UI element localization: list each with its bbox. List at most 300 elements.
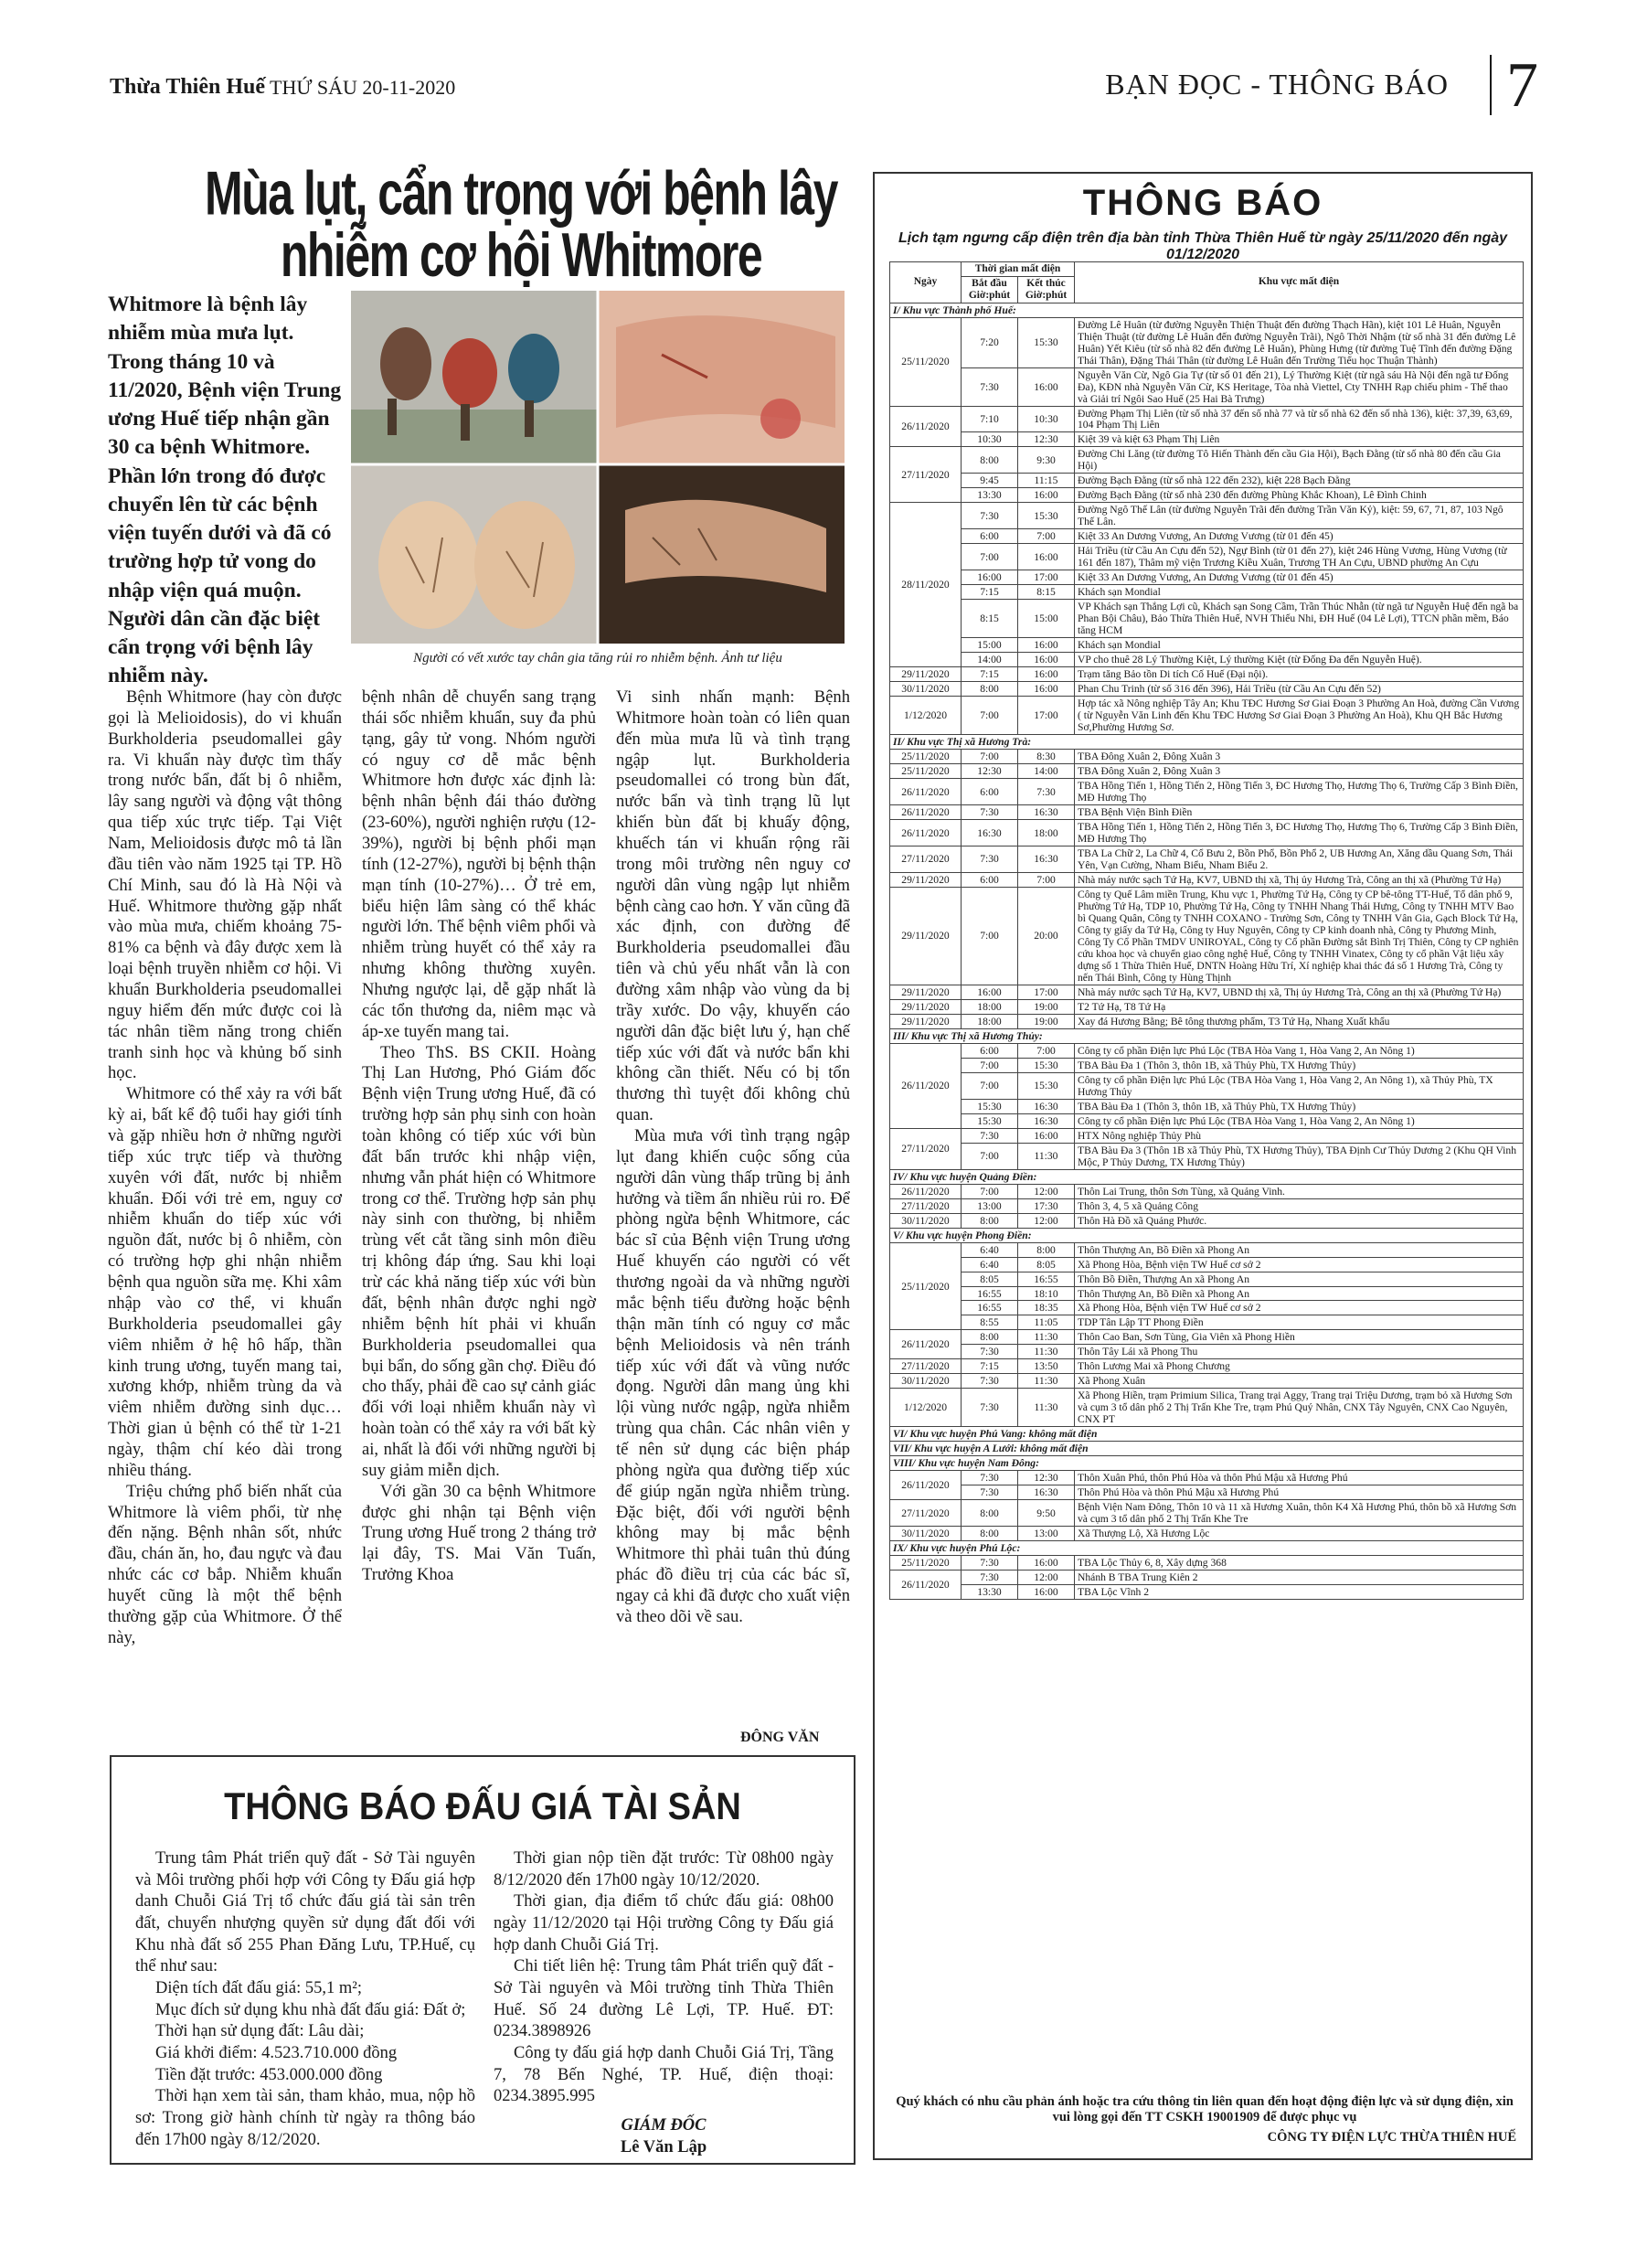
table-row (890, 1113, 1524, 1128)
cell-area: Đường Lê Huân (từ đường Nguyễn Thiện Thuật đến đường Thạch Hãn), kiệt 101 Lê Huân, Nguyễn Thiện Thuật (từ đường Lê Huân đến đường Nguyễn Trãi), Ngô Thời Nhậm (từ số nhà 31 đến đường Lê Huân) Yết Kiêu (từ số nhà 82 đến đường Lê Huân), Phùng Hưng (từ đường Tuệ Tĩnh đến đường Đặng Thái Thân), Đặng Thái Thân (từ đường Lê Huân đến Trường Tiểu học Thuận Thành) (1075, 317, 1524, 367)
cell-area: Xã Phong Hòa, Bệnh viện TW Huế cơ sở 2 (1075, 1301, 1524, 1315)
cell-area: TBA Đông Xuân 2, Đông Xuân 3 (1075, 750, 1524, 764)
cell-date: 25/11/2020 (890, 1242, 962, 1330)
paragraph: Thời gian, địa điểm tổ chức đấu giá: 08h00 ngày 11/12/2020 tại Hội trường Công ty Đấu giá hợp danh Chuỗi Giá Trị. (494, 1892, 834, 1954)
cell-end: 12:30 (1018, 1471, 1075, 1485)
cell-area: TBA Bàu Đa 1 (Thôn 3, thôn 1B, xã Thủy Phù, TX Hương Thủy) (1075, 1099, 1524, 1113)
cell-end: 15:30 (1018, 1072, 1075, 1099)
cell-start: 7:30 (962, 1485, 1018, 1500)
cell-start: 7:00 (962, 1058, 1018, 1072)
issue-date: THỨ SÁU 20-11-2020 (270, 76, 456, 99)
table-row (890, 317, 1524, 367)
table-row (890, 1527, 1524, 1541)
region-row (890, 303, 1524, 317)
cell-area: Thôn Thượng An, Bồ Điền xã Phong An (1075, 1286, 1524, 1301)
cell-end: 11:30 (1018, 1345, 1075, 1359)
cell-end: 8:30 (1018, 750, 1075, 764)
cell-area: TDP Tân Lập TT Phong Điền (1075, 1315, 1524, 1330)
cell-area: Thôn Lai Trung, thôn Sơn Tùng, xã Quảng Vinh. (1075, 1184, 1524, 1198)
cell-area: Thôn Bồ Điền, Thượng An xã Phong An (1075, 1272, 1524, 1286)
paragraph: Vi sinh nhấn mạnh: Bệnh Whitmore hoàn toàn có liên quan đến mùa mưa lũ và tình trạng ngập lụt. Burkholderia pseudomallei có trong bùn đất, nước bẩn và tình trạng lũ lụt khiến bùn đất bị khuấy động, khuếch tán vi khuẩn rộng rãi trong môi trường nên nguy cơ người dân vùng ngập lụt nhiễm bệnh càng cao hơn. Y văn cũng đã xác định, con đường để Burkholderia pseudomallei đầu tiên và chủ yếu nhất vẫn là con đường xâm nhập vào vùng da bị trầy xước. Do vậy, khuyến cáo người dân đặc biệt lưu ý, hạn chế tiếp xúc với đất và nước bẩn khi không cần thiết. Nếu có bị tổn thương thì tuyệt đối không chủ quan. (616, 687, 850, 1125)
table-row (890, 667, 1524, 682)
region-label: V/ Khu vực huyện Phong Điền: (890, 1228, 1524, 1242)
signature-name: Lê Văn Lập (620, 2137, 707, 2156)
cell-start: 8:00 (962, 1330, 1018, 1345)
cell-end: 10:30 (1018, 406, 1075, 432)
table-row (890, 1301, 1524, 1315)
cell-area: TBA Bệnh Viện Bình Điền (1075, 805, 1524, 820)
paragraph: Giá khởi điểm: 4.523.710.000 đồng (155, 2044, 398, 2063)
cell-start: 6:00 (962, 872, 1018, 887)
header-time: Thời gian mất điện (962, 262, 1075, 277)
article-column-1 (108, 687, 342, 1649)
region-row (890, 1456, 1524, 1471)
table-row (890, 1500, 1524, 1527)
cell-start: 7:30 (962, 1389, 1018, 1427)
cell-start: 16:55 (962, 1301, 1018, 1315)
cell-end: 11:15 (1018, 474, 1075, 488)
cell-area: Nguyễn Văn Cừ, Ngô Gia Tự (từ số 01 đến 21), Lý Thường Kiệt (từ ngã sáu Hà Nội đến ngã tư Đống Đa), KĐN nhà Nguyễn Văn Cừ, KS Heritage, Tòa nhà Viettel, Cty TNHH Rạp chiếu phim - Thể thao và Giải trí Ngôi Sao Huế (25 Hai Bà Trưng) (1075, 367, 1524, 406)
cell-date: 26/11/2020 (890, 805, 962, 820)
notice-title: THÔNG BÁO (1082, 183, 1323, 223)
cell-area: TBA Đông Xuân 2, Đông Xuân 3 (1075, 764, 1524, 779)
cell-area: Xã Thượng Lộ, Xã Hương Lộc (1075, 1527, 1524, 1541)
cell-date: 27/11/2020 (890, 847, 962, 873)
cell-end: 16:00 (1018, 667, 1075, 682)
cell-end: 16:00 (1018, 653, 1075, 667)
cell-start: 7:30 (962, 1374, 1018, 1389)
cell-start: 8:00 (962, 1213, 1018, 1228)
cell-end: 12:00 (1018, 1571, 1075, 1585)
cell-date: 29/11/2020 (890, 872, 962, 887)
table-row (890, 1585, 1524, 1600)
table-row (890, 503, 1524, 529)
outage-table (889, 261, 1524, 1600)
cell-end: 20:00 (1018, 887, 1075, 985)
cell-end: 15:30 (1018, 503, 1075, 529)
cell-start: 7:00 (962, 887, 1018, 985)
paragraph: Thời hạn xem tài sản, tham khảo, mua, nộp hồ sơ: Trong giờ hành chính từ ngày ra thông báo đến 17h00 ngày 8/12/2020. (135, 2087, 475, 2149)
cell-area: Thôn Phú Hòa và thôn Phú Mậu xã Hương Phú (1075, 1485, 1524, 1500)
cell-area: Bệnh Viện Nam Đông, Thôn 10 và 11 xã Hương Xuân, thôn K4 Xã Hương Phú, thôn bồ xã Hương Sơn và cụm 3 tổ dân phố 2 Thị Trấn Khe Tre (1075, 1500, 1524, 1527)
cell-date: 1/12/2020 (890, 1389, 962, 1427)
cell-end: 11:05 (1018, 1315, 1075, 1330)
power-outage-notice (873, 172, 1533, 2160)
cell-area: Đường Bạch Đằng (từ số nhà 122 đến 232), kiệt 228 Bạch Đằng (1075, 474, 1524, 488)
table-row (890, 585, 1524, 600)
cell-start: 18:00 (962, 1014, 1018, 1028)
table-row (890, 847, 1524, 873)
cell-area: Thôn Lương Mai xã Phong Chương (1075, 1359, 1524, 1374)
paragraph: Theo ThS. BS CKII. Hoàng Thị Lan Hương, Phó Giám đốc Bệnh viện Trung ương Huế, đã có trường hợp sản phụ sinh con hoàn toàn không có tiếp xúc với bùn đất bẩn trước khi nhập viện, nhưng vẫn phát hiện có Whitmore trong cơ thể. Trường hợp sản phụ này sinh con thường, bị nhiễm trùng vết cắt tầng sinh môn điều trị không đáp ứng. Sau khi loại trừ các khả năng tiếp xúc với bùn đất, bệnh nhân được nghi ngờ nhiễm bệnh hít phải vi khuẩn Burkholderia pseudomallei qua bụi bẩn, do sống gần chợ. Điều đó cho thấy, phải đề cao sự cảnh giác đối với loại nhiễm khuẩn này vì hoàn toàn có thể xảy ra với bất kỳ ai, nhất là đối với những người bị suy giảm miễn dịch. (362, 1042, 596, 1480)
cell-start: 14:00 (962, 653, 1018, 667)
cell-area: VP cho thuê 28 Lý Thường Kiệt, Lý thường Kiệt (từ Đống Đa đến Nguyễn Huệ). (1075, 653, 1524, 667)
table-row (890, 682, 1524, 697)
cell-start: 7:00 (962, 1143, 1018, 1169)
cell-area: Thôn Thượng An, Bồ Điền xã Phong An (1075, 1242, 1524, 1257)
cell-end: 16:30 (1018, 847, 1075, 873)
cell-area: Khách sạn Mondial (1075, 638, 1524, 653)
table-row (890, 1014, 1524, 1028)
table-row (890, 474, 1524, 488)
table-row (890, 600, 1524, 638)
table-row (890, 805, 1524, 820)
region-label: I/ Khu vực Thành phố Huế: (890, 303, 1524, 317)
cell-date: 27/11/2020 (890, 1500, 962, 1527)
cell-start: 13:30 (962, 488, 1018, 503)
cell-area: TBA La Chữ 2, La Chữ 4, Cổ Bưu 2, Bồn Phổ, Bồn Phổ 2, UB Hương An, Xăng dầu Quang Sơn, Thái Yên, Vạn Cường, Nham Biểu, Nham Biểu 2. (1075, 847, 1524, 873)
auction-title: THÔNG BÁO ĐẤU GIÁ TÀI SẢN (224, 1785, 741, 1829)
cell-date: 29/11/2020 (890, 999, 962, 1014)
cell-start: 18:00 (962, 999, 1018, 1014)
cell-end: 8:15 (1018, 585, 1075, 600)
table-row (890, 406, 1524, 432)
cell-start: 16:00 (962, 985, 1018, 999)
cell-start: 6:00 (962, 1043, 1018, 1058)
cell-area: TBA Lộc Vĩnh 2 (1075, 1585, 1524, 1600)
paragraph: Thời hạn sử dụng đất: Lâu dài; (155, 2022, 365, 2041)
cell-end: 16:00 (1018, 1585, 1075, 1600)
auction-notice (110, 1755, 855, 2165)
cell-date: 26/11/2020 (890, 1571, 962, 1600)
cell-start: 15:30 (962, 1099, 1018, 1113)
paragraph: Trung tâm Phát triển quỹ đất - Sở Tài nguyên và Môi trường phối hợp với Công ty Đấu giá hợp danh Chuỗi Giá Trị tổ chức đấu giá tài sản trên đất, chuyển nhượng quyền sử dụng đất đối với Khu nhà đất số 255 Phan Đăng Lưu, TP.Huế, cụ thể như sau: (135, 1849, 475, 1976)
table-row (890, 638, 1524, 653)
table-row (890, 1128, 1524, 1143)
cell-date: 25/11/2020 (890, 317, 962, 406)
cell-end: 18:00 (1018, 820, 1075, 847)
cell-end: 16:00 (1018, 1128, 1075, 1143)
table-row (890, 1043, 1524, 1058)
cell-area: Nhà máy nước sạch Tứ Hạ, KV7, UBND thị xã, Thị ủy Hương Trà, Công an thị xã (Phường Tứ Hạ) (1075, 872, 1524, 887)
table-row (890, 1242, 1524, 1257)
cell-date: 26/11/2020 (890, 1184, 962, 1198)
cell-end: 8:00 (1018, 1242, 1075, 1257)
masthead (110, 50, 1538, 121)
cell-end: 11:30 (1018, 1330, 1075, 1345)
cell-area: TBA Hồng Tiến 1, Hồng Tiến 2, Hồng Tiến 3, ĐC Hương Thọ, Hương Thọ 6, Trường Cấp 3 Bình Điền, MĐ Hương Thọ (1075, 820, 1524, 847)
cell-start: 7:00 (962, 544, 1018, 570)
cell-date: 26/11/2020 (890, 1330, 962, 1359)
cell-end: 18:35 (1018, 1301, 1075, 1315)
region-row (890, 735, 1524, 750)
article-photo (351, 291, 845, 644)
cell-area: Xã Phong Xuân (1075, 1374, 1524, 1389)
cell-end: 17:00 (1018, 570, 1075, 585)
header-date: Ngày (890, 262, 962, 303)
cell-area: Thôn Tây Lái xã Phong Thu (1075, 1345, 1524, 1359)
cell-area: HTX Nông nghiệp Thủy Phù (1075, 1128, 1524, 1143)
cell-start: 7:00 (962, 1184, 1018, 1198)
outage-table-body (890, 303, 1524, 1600)
cell-date: 25/11/2020 (890, 764, 962, 779)
table-row (890, 1143, 1524, 1169)
cell-end: 11:30 (1018, 1389, 1075, 1427)
auction-signature (494, 2115, 834, 2158)
cell-date: 26/11/2020 (890, 820, 962, 847)
cell-end: 16:00 (1018, 1556, 1075, 1571)
auction-column-1 (135, 1848, 475, 2151)
cell-area: Công ty cổ phần Điện lực Phú Lộc (TBA Hòa Vang 1, Hòa Vang 2, An Nông 1) (1075, 1113, 1524, 1128)
region-row (890, 1427, 1524, 1442)
signature-title: GIÁM ĐỐC (621, 2116, 707, 2135)
cell-start: 15:30 (962, 1113, 1018, 1128)
cell-area: TBA Lộc Thủy 6, 8, Xây dựng 368 (1075, 1556, 1524, 1571)
table-row (890, 985, 1524, 999)
paragraph: Triệu chứng phổ biến nhất của Whitmore là viêm phổi, từ nhẹ đến nặng. Bệnh nhân sốt, nhức đầu, chán ăn, ho, đau ngực và đau nhức các cơ bắp. Nhiễm khuẩn huyết cũng là một thể bệnh thường gặp của Whitmore. Ở thể này, (108, 1481, 342, 1647)
cell-date: 26/11/2020 (890, 406, 962, 447)
article-title: Mùa lụt, cẩn trọng với bệnh lây nhiễm cơ hội Whitmore (205, 158, 837, 291)
paragraph: Mục đích sử dụng khu nhà đất đấu giá: Đất ở; (155, 2000, 466, 2019)
cell-area: VP Khách sạn Thắng Lợi cũ, Khách sạn Song Cầm, Trần Thúc Nhẫn (từ ngã tư Nguyễn Huệ đến ngã ba Phan Bội Châu), Bảo Thừa Thiên Huế, NVH Thiếu Nhi, ĐH Huế (04 Lê Lợi), TTCN phần mềm, Báo tăng HCM (1075, 600, 1524, 638)
table-row (890, 887, 1524, 985)
cell-end: 16:55 (1018, 1272, 1075, 1286)
cell-area: Đường Bạch Đằng (từ số nhà 230 đến đường Phùng Khắc Khoan), Lê Đình Chinh (1075, 488, 1524, 503)
table-row (890, 1471, 1524, 1485)
cell-end: 8:05 (1018, 1257, 1075, 1272)
header-start: Bắt đầu Giờ:phút (962, 276, 1018, 303)
cell-date: 26/11/2020 (890, 1043, 962, 1128)
cell-end: 7:30 (1018, 779, 1075, 805)
cell-date: 1/12/2020 (890, 697, 962, 735)
cell-start: 7:20 (962, 317, 1018, 367)
cell-start: 7:00 (962, 1072, 1018, 1099)
paper-name: Thừa Thiên Huế (110, 75, 266, 99)
photo-collage-icon (351, 291, 845, 644)
byline: ĐÔNG VĂN (740, 1730, 820, 1745)
cell-area: Thôn Hà Đồ xã Quảng Phước. (1075, 1213, 1524, 1228)
cell-end: 16:30 (1018, 1113, 1075, 1128)
table-row (890, 1330, 1524, 1345)
cell-date: 26/11/2020 (890, 779, 962, 805)
cell-area: Hải Triều (từ Cầu An Cựu đến 52), Ngự Bình (từ 01 đến 27), kiệt 246 Hùng Vương, Hùng Vương (từ 161 đến 187), Thâm mỹ viện Trương Kiều Xuân, Trương TH An Cựu, UBND phường An Cựu (1075, 544, 1524, 570)
paragraph: Chi tiết liên hệ: Trung tâm Phát triển quỹ đất - Sở Tài nguyên và Môi trường tỉnh Thừa Thiên Huế. Số 24 đường Lê Lợi, TP. Huế. ĐT: 0234.3898926 (494, 1957, 834, 2041)
cell-start: 16:55 (962, 1286, 1018, 1301)
table-row (890, 779, 1524, 805)
cell-end: 19:00 (1018, 1014, 1075, 1028)
cell-area: Kiệt 39 và kiệt 63 Phạm Thị Liên (1075, 432, 1524, 447)
cell-area: Phan Chu Trinh (từ số 316 đến 396), Hải Triều (từ Cầu An Cựu đến 52) (1075, 682, 1524, 697)
cell-date: 29/11/2020 (890, 1014, 962, 1028)
cell-start: 8:05 (962, 1272, 1018, 1286)
cell-date: 27/11/2020 (890, 1128, 962, 1169)
cell-end: 16:00 (1018, 682, 1075, 697)
table-row (890, 1058, 1524, 1072)
header-end: Kết thúc Giờ:phút (1018, 276, 1075, 303)
cell-start: 6:40 (962, 1257, 1018, 1272)
region-label: IX/ Khu vực huyện Phú Lộc: (890, 1541, 1524, 1556)
cell-area: Đường Chi Lăng (từ đường Tô Hiến Thành đến cầu Gia Hội), Bạch Đằng (từ số nhà 80 đến cầu Gia Hội) (1075, 447, 1524, 474)
table-row (890, 488, 1524, 503)
cell-end: 15:30 (1018, 317, 1075, 367)
region-row (890, 1442, 1524, 1456)
cell-start: 15:00 (962, 638, 1018, 653)
cell-area: Xã Phong Hòa, Bệnh viện TW Huế cơ sở 2 (1075, 1257, 1524, 1272)
cell-start: 7:30 (962, 1556, 1018, 1571)
cell-start: 7:15 (962, 667, 1018, 682)
cell-end: 7:00 (1018, 1043, 1075, 1058)
cell-start: 8:00 (962, 447, 1018, 474)
cell-end: 17:00 (1018, 985, 1075, 999)
cell-start: 6:00 (962, 529, 1018, 544)
cell-start: 7:30 (962, 805, 1018, 820)
cell-area: Hợp tác xã Nông nghiệp Tây An; Khu TĐC Hương Sơ Giai Đoạn 3 Phường An Hoà, đường Cần Vương ( từ Nguyễn Văn Linh đến Khu TĐC Hương Sơ Giai Đoạn 3 Phường An Hoà), Khu QH Bắc Hương Sơ,Phường Hương Sơ. (1075, 697, 1524, 735)
table-row (890, 750, 1524, 764)
table-row (890, 1184, 1524, 1198)
cell-date: 25/11/2020 (890, 750, 962, 764)
table-row (890, 1485, 1524, 1500)
table-row (890, 1345, 1524, 1359)
cell-start: 9:45 (962, 474, 1018, 488)
cell-date: 29/11/2020 (890, 887, 962, 985)
cell-area: TBA Hồng Tiến 1, Hồng Tiến 2, Hồng Tiến 3, ĐC Hương Thọ, Hương Thọ 6, Trường Cấp 3 Bình Điền, MĐ Hương Thọ (1075, 779, 1524, 805)
cell-area: Đường Phạm Thị Liên (từ số nhà 37 đến số nhà 77 và từ số nhà 62 đến số nhà 136), kiệt: 37,39, 63,69, 104 Phạm Thị Liên (1075, 406, 1524, 432)
cell-date: 28/11/2020 (890, 503, 962, 667)
cell-end: 15:00 (1018, 600, 1075, 638)
region-label: VII/ Khu vực huyện A Lưới: không mất điện (890, 1442, 1524, 1456)
notice-signature: CÔNG TY ĐIỆN LỰC THỪA THIÊN HUẾ (1267, 2129, 1516, 2145)
cell-start: 8:55 (962, 1315, 1018, 1330)
cell-area: Xay đá Hương Bằng; Bê tông thương phẩm, T3 Tứ Hạ, Nhang Xuất khẩu (1075, 1014, 1524, 1028)
cell-start: 16:00 (962, 570, 1018, 585)
cell-end: 16:00 (1018, 544, 1075, 570)
region-label: IV/ Khu vực huyện Quảng Điền: (890, 1169, 1524, 1184)
notice-subtitle: Lịch tạm ngưng cấp điện trên địa bàn tỉnh Thừa Thiên Huế từ ngày 25/11/2020 đến ngày 01/12/2020 (898, 230, 1508, 262)
cell-end: 9:30 (1018, 447, 1075, 474)
cell-start: 7:00 (962, 697, 1018, 735)
cell-start: 10:30 (962, 432, 1018, 447)
cell-date: 27/11/2020 (890, 447, 962, 503)
table-row (890, 1571, 1524, 1585)
cell-start: 7:30 (962, 1471, 1018, 1485)
table-row (890, 1213, 1524, 1228)
cell-date: 27/11/2020 (890, 1198, 962, 1213)
cell-end: 12:00 (1018, 1213, 1075, 1228)
article-body (108, 687, 855, 1739)
article-lead: Whitmore là bệnh lây nhiễm mùa mưa lụt. Trong tháng 10 và 11/2020, Bệnh viện Trung ương Huế tiếp nhận gần 30 ca bệnh Whitmore. Phần lớn trong đó được chuyển lên từ các bệnh viện tuyến dưới và đã có trường hợp tử vong do nhập viện quá muộn. Người dân cần đặc biệt cẩn trọng với bệnh lây nhiễm này. (108, 293, 342, 688)
paragraph: Diện tích đất đấu giá: 55,1 m²; (155, 1979, 362, 1998)
table-row (890, 1286, 1524, 1301)
table-row (890, 697, 1524, 735)
table-row (890, 367, 1524, 406)
cell-start: 12:30 (962, 764, 1018, 779)
cell-area: Thôn Xuân Phú, thôn Phú Hòa và thôn Phú Mậu xã Hương Phú (1075, 1471, 1524, 1485)
region-label: VIII/ Khu vực huyện Nam Đông: (890, 1456, 1524, 1471)
cell-end: 17:30 (1018, 1198, 1075, 1213)
cell-end: 11:30 (1018, 1374, 1075, 1389)
cell-area: Kiệt 33 An Dương Vương, An Dương Vương (từ 01 đến 45) (1075, 570, 1524, 585)
cell-date: 30/11/2020 (890, 682, 962, 697)
auction-column-2 (494, 1848, 834, 2158)
cell-area: Thôn 3, 4, 5 xã Quảng Công (1075, 1198, 1524, 1213)
cell-start: 7:30 (962, 847, 1018, 873)
table-row (890, 447, 1524, 474)
cell-end: 15:30 (1018, 1058, 1075, 1072)
cell-end: 19:00 (1018, 999, 1075, 1014)
table-row (890, 1359, 1524, 1374)
table-row (890, 1272, 1524, 1286)
region-row (890, 1169, 1524, 1184)
cell-end: 18:10 (1018, 1286, 1075, 1301)
cell-start: 7:30 (962, 1345, 1018, 1359)
paragraph: Tiền đặt trước: 453.000.000 đồng (155, 2065, 383, 2084)
article-column-2 (362, 687, 596, 1586)
table-row (890, 432, 1524, 447)
cell-end: 16:30 (1018, 1485, 1075, 1500)
cell-end: 14:00 (1018, 764, 1075, 779)
cell-area: Công ty cổ phần Điện lực Phú Lộc (TBA Hòa Vang 1, Hòa Vang 2, An Nông 1) (1075, 1043, 1524, 1058)
cell-start: 6:40 (962, 1242, 1018, 1257)
cell-start: 8:15 (962, 600, 1018, 638)
cell-start: 7:30 (962, 1128, 1018, 1143)
table-row (890, 872, 1524, 887)
paragraph: Bệnh Whitmore (hay còn được gọi là Melioidosis), do vi khuẩn Burkholderia pseudomallei gây ra. Vi khuẩn này được tìm thấy trong nước bẩn, đất bị ô nhiễm, lây sang người và động vật thông qua tiếp xúc trực tiếp. Tại Việt Nam, Melioidosis được mô tả lần đầu tiên vào năm 1925 tại TP. Hồ Chí Minh, sau đó là Hà Nội và Huế. Whitmore thường gặp nhất vào mùa mưa, chiếm khoảng 75-81% ca bệnh và đây được xem là loại bệnh truyền nhiễm cơ hội. Vi khuẩn Burkholderia pseudomallei nguy hiểm đến mức được coi là tác nhân tiềm năng trong chiến tranh sinh học và khủng bố sinh học. (108, 687, 342, 1083)
cell-start: 8:00 (962, 1527, 1018, 1541)
photo-caption: Người có vết xước tay chân gia tăng rủi ro nhiễm bệnh. Ảnh tư liệu (413, 651, 782, 665)
cell-area: Kiệt 33 An Dương Vương, An Dương Vương (từ 01 đến 45) (1075, 529, 1524, 544)
cell-end: 12:00 (1018, 1184, 1075, 1198)
cell-area: TBA Bàu Đa 3 (Thôn 1B xã Thủy Phù, TX Hương Thủy), TBA Định Cư Thủy Dương 2 (Khu QH Vinh Mộc, P Thủy Dương, TX Hương Thủy) (1075, 1143, 1524, 1169)
cell-start: 8:00 (962, 682, 1018, 697)
table-row (890, 1556, 1524, 1571)
cell-start: 7:30 (962, 1571, 1018, 1585)
cell-end: 7:00 (1018, 872, 1075, 887)
cell-date: 30/11/2020 (890, 1527, 962, 1541)
cell-start: 6:00 (962, 779, 1018, 805)
cell-end: 13:50 (1018, 1359, 1075, 1374)
cell-date: 25/11/2020 (890, 1556, 962, 1571)
page-number: 7 (1506, 50, 1538, 121)
cell-area: Thôn Cao Ban, Sơn Tùng, Gia Viên xã Phong Hiền (1075, 1330, 1524, 1345)
cell-area: Công ty cổ phần Điện lực Phú Lộc (TBA Hòa Vang 1, Hòa Vang 2, An Nông 1), xã Thủy Phù, TX Hương Thủy (1075, 1072, 1524, 1099)
masthead-divider (1490, 55, 1492, 115)
table-row (890, 653, 1524, 667)
region-row (890, 1028, 1524, 1043)
cell-end: 9:50 (1018, 1500, 1075, 1527)
cell-area: Công ty Quế Lâm miền Trung, Khu vực 1, Phường Tứ Hạ, Công ty CP bê-tông TT-Huế, Tổ dân phố 9, Phường Tứ Hạ, TDP 10, Phường Tứ Hạ, Công ty TNHH Nhang Thái Hưng, Công ty TNHH MTV Bao bì Quang Quân, Công ty TNHH COXANO - Trường Sơn, Công ty TNHH Vân Gia, Gạch Block Tứ Hạ, Công ty giấy da Tứ Hạ, Công ty Huy Nguyên, Công ty CP kinh doanh nhà, Công ty Phương Minh, Công Ty Cổ Phần TMDV UNIROYAL, Công ty Cổ phần Đường sắt Bình Trị Thiên, Công ty CP nghiên cứu khoa học và chuyển giao công nghệ Huế, Công ty TNHH Vinatex, Công ty cổ phần Vật liệu xây dựng số 1 Thừa Thiên Huế, DNTN Hoàng Hữu Trí, Xí nghiệp khai thác đá số 1 Hương Trà, Công ty nến Thái Bình, Công ty Hùng Thịnh (1075, 887, 1524, 985)
table-row (890, 529, 1524, 544)
cell-area: Nhà máy nước sạch Tứ Hạ, KV7, UBND thị xã, Thị ủy Hương Trà, Công an thị xã (Phường Tứ Hạ) (1075, 985, 1524, 999)
cell-start: 7:30 (962, 503, 1018, 529)
cell-start: 7:00 (962, 750, 1018, 764)
cell-end: 16:00 (1018, 638, 1075, 653)
table-row (890, 1099, 1524, 1113)
cell-area: TBA Bàu Đa 1 (Thôn 3, thôn 1B, xã Thủy Phù, TX Hương Thủy) (1075, 1058, 1524, 1072)
cell-end: 16:00 (1018, 488, 1075, 503)
table-row (890, 999, 1524, 1014)
cell-date: 30/11/2020 (890, 1213, 962, 1228)
cell-end: 17:00 (1018, 697, 1075, 735)
cell-start: 8:00 (962, 1500, 1018, 1527)
table-row (890, 1389, 1524, 1427)
cell-area: Khách sạn Mondial (1075, 585, 1524, 600)
cell-end: 16:30 (1018, 1099, 1075, 1113)
section-title: BẠN ĐỌC - THÔNG BÁO (1105, 68, 1449, 101)
table-row (890, 570, 1524, 585)
cell-date: 29/11/2020 (890, 985, 962, 999)
table-row (890, 764, 1524, 779)
cell-start: 16:30 (962, 820, 1018, 847)
table-row (890, 1315, 1524, 1330)
cell-area: T2 Tứ Hạ, T8 Tứ Hạ (1075, 999, 1524, 1014)
header-area: Khu vực mất điện (1075, 262, 1524, 303)
cell-area: Nhánh B TBA Trung Kiên 2 (1075, 1571, 1524, 1585)
cell-start: 7:15 (962, 585, 1018, 600)
table-row (890, 820, 1524, 847)
cell-date: 29/11/2020 (890, 667, 962, 682)
cell-start: 13:00 (962, 1198, 1018, 1213)
notice-footer (893, 2094, 1516, 2146)
